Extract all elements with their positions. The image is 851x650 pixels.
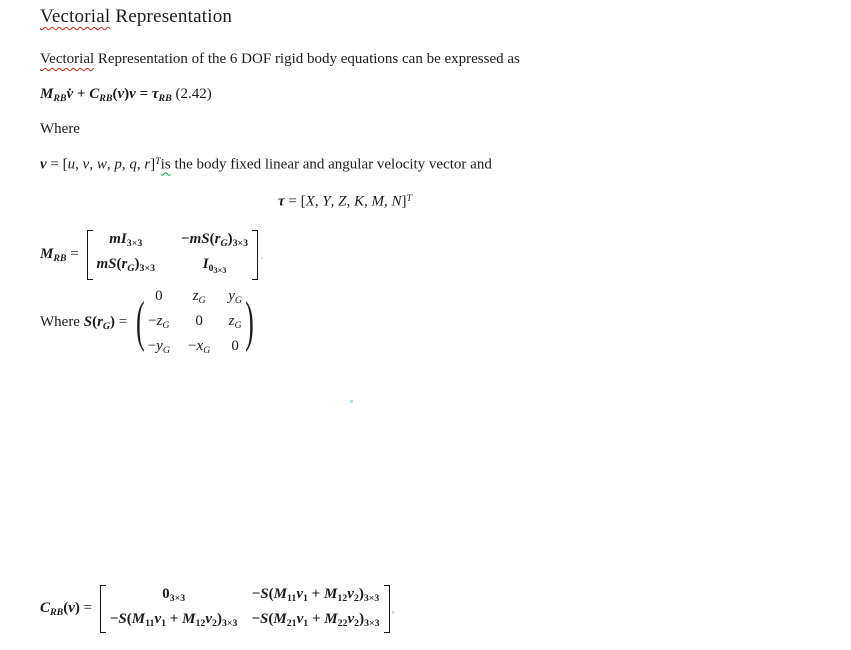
math-token: S [108, 255, 117, 272]
math-token: v [205, 610, 212, 627]
math-token: ( [209, 231, 215, 247]
math-token: M [40, 246, 54, 263]
faint-punctuation-mark: , [391, 601, 395, 616]
velocity-vector-line [40, 156, 492, 173]
math-token: − [181, 231, 190, 247]
mrb-label [40, 246, 83, 264]
math-token: 0 [155, 288, 163, 304]
math-token: ) [124, 86, 130, 102]
math-token: 0 [162, 586, 170, 602]
math-token: v [296, 610, 304, 627]
math-token: + [166, 610, 183, 627]
math-token: G [162, 344, 170, 356]
math-token: q [129, 156, 137, 173]
matrix-cell [110, 609, 238, 634]
math-token: 1 [303, 617, 309, 629]
math-token: , [75, 156, 83, 173]
matrix-cell [251, 609, 379, 634]
math-token: Vectorial [40, 51, 95, 67]
math-token: ( [126, 610, 132, 627]
math-token: 1 [302, 592, 308, 604]
math-token: − [187, 337, 197, 354]
math-token: ) [110, 314, 116, 331]
math-token: 0 [231, 337, 239, 354]
mrb-matrix [97, 229, 249, 281]
left-square-bracket [87, 230, 93, 280]
math-token: ( [63, 599, 69, 616]
math-token: 0 [195, 312, 203, 329]
math-token: Z [338, 193, 347, 210]
math-token: ] [401, 193, 407, 210]
math-token: , [106, 156, 115, 173]
math-token: G [198, 294, 206, 306]
math-token: − [147, 337, 157, 354]
math-token: RB [99, 92, 113, 104]
math-token: , [136, 156, 145, 173]
left-parenthesis: ( [136, 291, 145, 354]
math-token: ) [74, 599, 80, 616]
matrix-cell [97, 254, 156, 279]
math-token: v [129, 86, 136, 102]
math-token: 2 [212, 617, 217, 629]
faint-punctuation-mark: . [260, 247, 264, 262]
matrix-cell [251, 584, 379, 609]
math-token: m [189, 231, 202, 247]
math-token: G [234, 319, 242, 331]
math-token: m [109, 231, 121, 247]
matrix-cell [188, 336, 210, 361]
matrix-cell [181, 254, 248, 281]
math-token: 3×3 [232, 237, 249, 249]
math-token: v [296, 586, 303, 602]
srg-matrix-equation [40, 286, 257, 361]
math-token: 1 [161, 617, 167, 629]
math-token: , [314, 193, 323, 210]
math-token: v [68, 599, 75, 616]
math-token: S [201, 231, 210, 247]
math-token: 21 [286, 617, 297, 629]
matrix-cell [148, 336, 170, 361]
math-token: M [273, 610, 287, 627]
math-token: − [251, 610, 261, 627]
math-token: Y [322, 193, 331, 210]
math-token: Where [40, 314, 84, 331]
math-token: ) [227, 231, 233, 247]
math-token: M [131, 610, 146, 627]
math-token: v [40, 156, 47, 173]
math-token: z [156, 312, 163, 329]
math-token: = [66, 246, 83, 263]
math-token: 0 [208, 262, 214, 274]
math-token: 3×3 [221, 617, 238, 629]
matrix-cell [181, 229, 248, 254]
math-token: Vectorial [40, 6, 111, 27]
math-token: , [121, 156, 130, 173]
math-token: v [154, 610, 162, 627]
math-token: ] [150, 156, 156, 173]
math-token: M [273, 586, 287, 602]
math-token: T [155, 156, 161, 167]
math-token: Representation of the 6 DOF rigid body equations can be expressed as [94, 51, 520, 67]
math-token: 3×3 [169, 592, 186, 604]
right-square-bracket [384, 585, 390, 633]
math-token: M [371, 193, 385, 210]
math-token: S [118, 610, 127, 627]
mrb-matrix-equation [40, 229, 263, 281]
right-square-bracket [252, 230, 258, 280]
math-token: + [73, 86, 90, 102]
math-token: M [323, 586, 338, 602]
math-token: y [156, 337, 163, 354]
math-token: m [96, 255, 109, 272]
math-token: 3×3 [363, 592, 380, 604]
math-token: I [202, 255, 209, 272]
crb-matrix [110, 584, 380, 634]
math-token: ( [268, 586, 274, 602]
math-token: X [305, 193, 315, 210]
math-token: 2 [354, 617, 360, 629]
math-token: ( [116, 255, 122, 272]
math-token: the body fixed linear and angular velocity vector and [170, 156, 492, 173]
equation-2-42 [40, 86, 212, 104]
math-token: z [228, 312, 235, 329]
math-token: , [346, 193, 354, 210]
math-token: S [260, 610, 269, 627]
math-token: z [192, 288, 199, 304]
math-token: , [330, 193, 339, 210]
math-token: p [114, 156, 122, 173]
right-parenthesis: ) [245, 291, 254, 354]
anchor-dot [350, 400, 353, 403]
matrix-cell [148, 286, 170, 307]
math-token: C [89, 86, 100, 102]
math-token: r [97, 314, 103, 331]
math-token: − [109, 610, 119, 627]
math-token: = [ [46, 156, 68, 173]
math-token: ) [358, 586, 364, 602]
math-token: r [144, 156, 151, 173]
math-token: = [79, 599, 96, 616]
srg-label [40, 314, 131, 332]
srg-matrix [148, 286, 242, 361]
matrix-cell [228, 336, 242, 357]
page-title [40, 6, 232, 28]
left-square-bracket [100, 585, 106, 633]
math-token: Representation [110, 6, 233, 27]
math-token: v̇ [66, 86, 74, 102]
math-token: 22 [337, 617, 348, 629]
tau-vector-equation [278, 193, 412, 210]
math-token: v [347, 586, 354, 602]
math-token: 12 [195, 617, 206, 629]
math-token: G [234, 294, 243, 306]
matrix-cell [188, 311, 210, 332]
math-token: r [121, 255, 128, 272]
math-token: S [260, 586, 269, 602]
math-token: u [67, 156, 76, 173]
math-token: = [135, 86, 152, 102]
math-token: (2.42) [171, 86, 212, 102]
math-token: N [391, 193, 402, 210]
where-label-1: Where [40, 121, 80, 137]
math-token: S [83, 314, 93, 331]
math-token: M [40, 86, 54, 102]
math-token: τ [151, 86, 159, 102]
math-token: M [182, 610, 196, 627]
math-token: − [251, 586, 261, 602]
matrix-cell [97, 229, 156, 254]
math-token: v [347, 610, 355, 627]
math-token: RB [53, 92, 67, 104]
math-token: 11 [145, 617, 155, 629]
math-token: , [384, 193, 392, 210]
math-token: G [220, 237, 228, 249]
math-token: K [354, 193, 365, 210]
math-token: 3×3 [126, 237, 143, 249]
math-token: T [406, 193, 413, 204]
matrix-cell [228, 311, 242, 336]
math-token: τ [278, 193, 285, 210]
math-token: ) [216, 610, 222, 627]
math-token: ) [134, 255, 140, 272]
math-token: ( [92, 314, 98, 331]
math-token: RB [50, 606, 64, 618]
math-token: = [115, 314, 132, 331]
math-token: RB [158, 92, 172, 104]
math-token: v [82, 156, 90, 173]
math-token: 11 [286, 592, 297, 604]
math-token: M [324, 610, 338, 627]
crb-label [40, 600, 96, 618]
math-token: r [214, 231, 221, 247]
math-token: = [ [284, 193, 306, 210]
math-token: is [160, 156, 171, 173]
math-token: RB [53, 253, 67, 265]
math-token: 3×3 [364, 617, 380, 629]
matrix-cell [188, 286, 210, 311]
matrix-cell [228, 286, 242, 311]
math-token: 2 [353, 592, 359, 604]
math-token: 12 [337, 592, 348, 604]
math-token: w [96, 156, 107, 173]
intro-paragraph [40, 51, 520, 68]
math-token: , [89, 156, 97, 173]
math-token: , [364, 193, 372, 210]
math-token: + [308, 610, 325, 627]
math-token: ) [359, 610, 365, 627]
math-token: G [162, 319, 170, 331]
matrix-cell [110, 584, 238, 609]
math-token: x [196, 337, 204, 354]
math-token: G [102, 321, 111, 333]
matrix-cell [148, 311, 170, 336]
math-token: 3×3 [213, 266, 227, 276]
crb-matrix-equation [40, 584, 395, 634]
math-token: − [148, 312, 157, 329]
math-token: 3×3 [139, 262, 156, 274]
math-token: G [203, 344, 211, 356]
math-token: I [120, 231, 127, 247]
math-token: C [40, 599, 51, 616]
math-token: v [117, 86, 125, 102]
math-token: ( [268, 610, 274, 627]
math-token: y [228, 288, 235, 304]
math-token: ( [112, 86, 118, 102]
math-token: + [307, 586, 324, 602]
math-token: G [127, 262, 135, 274]
